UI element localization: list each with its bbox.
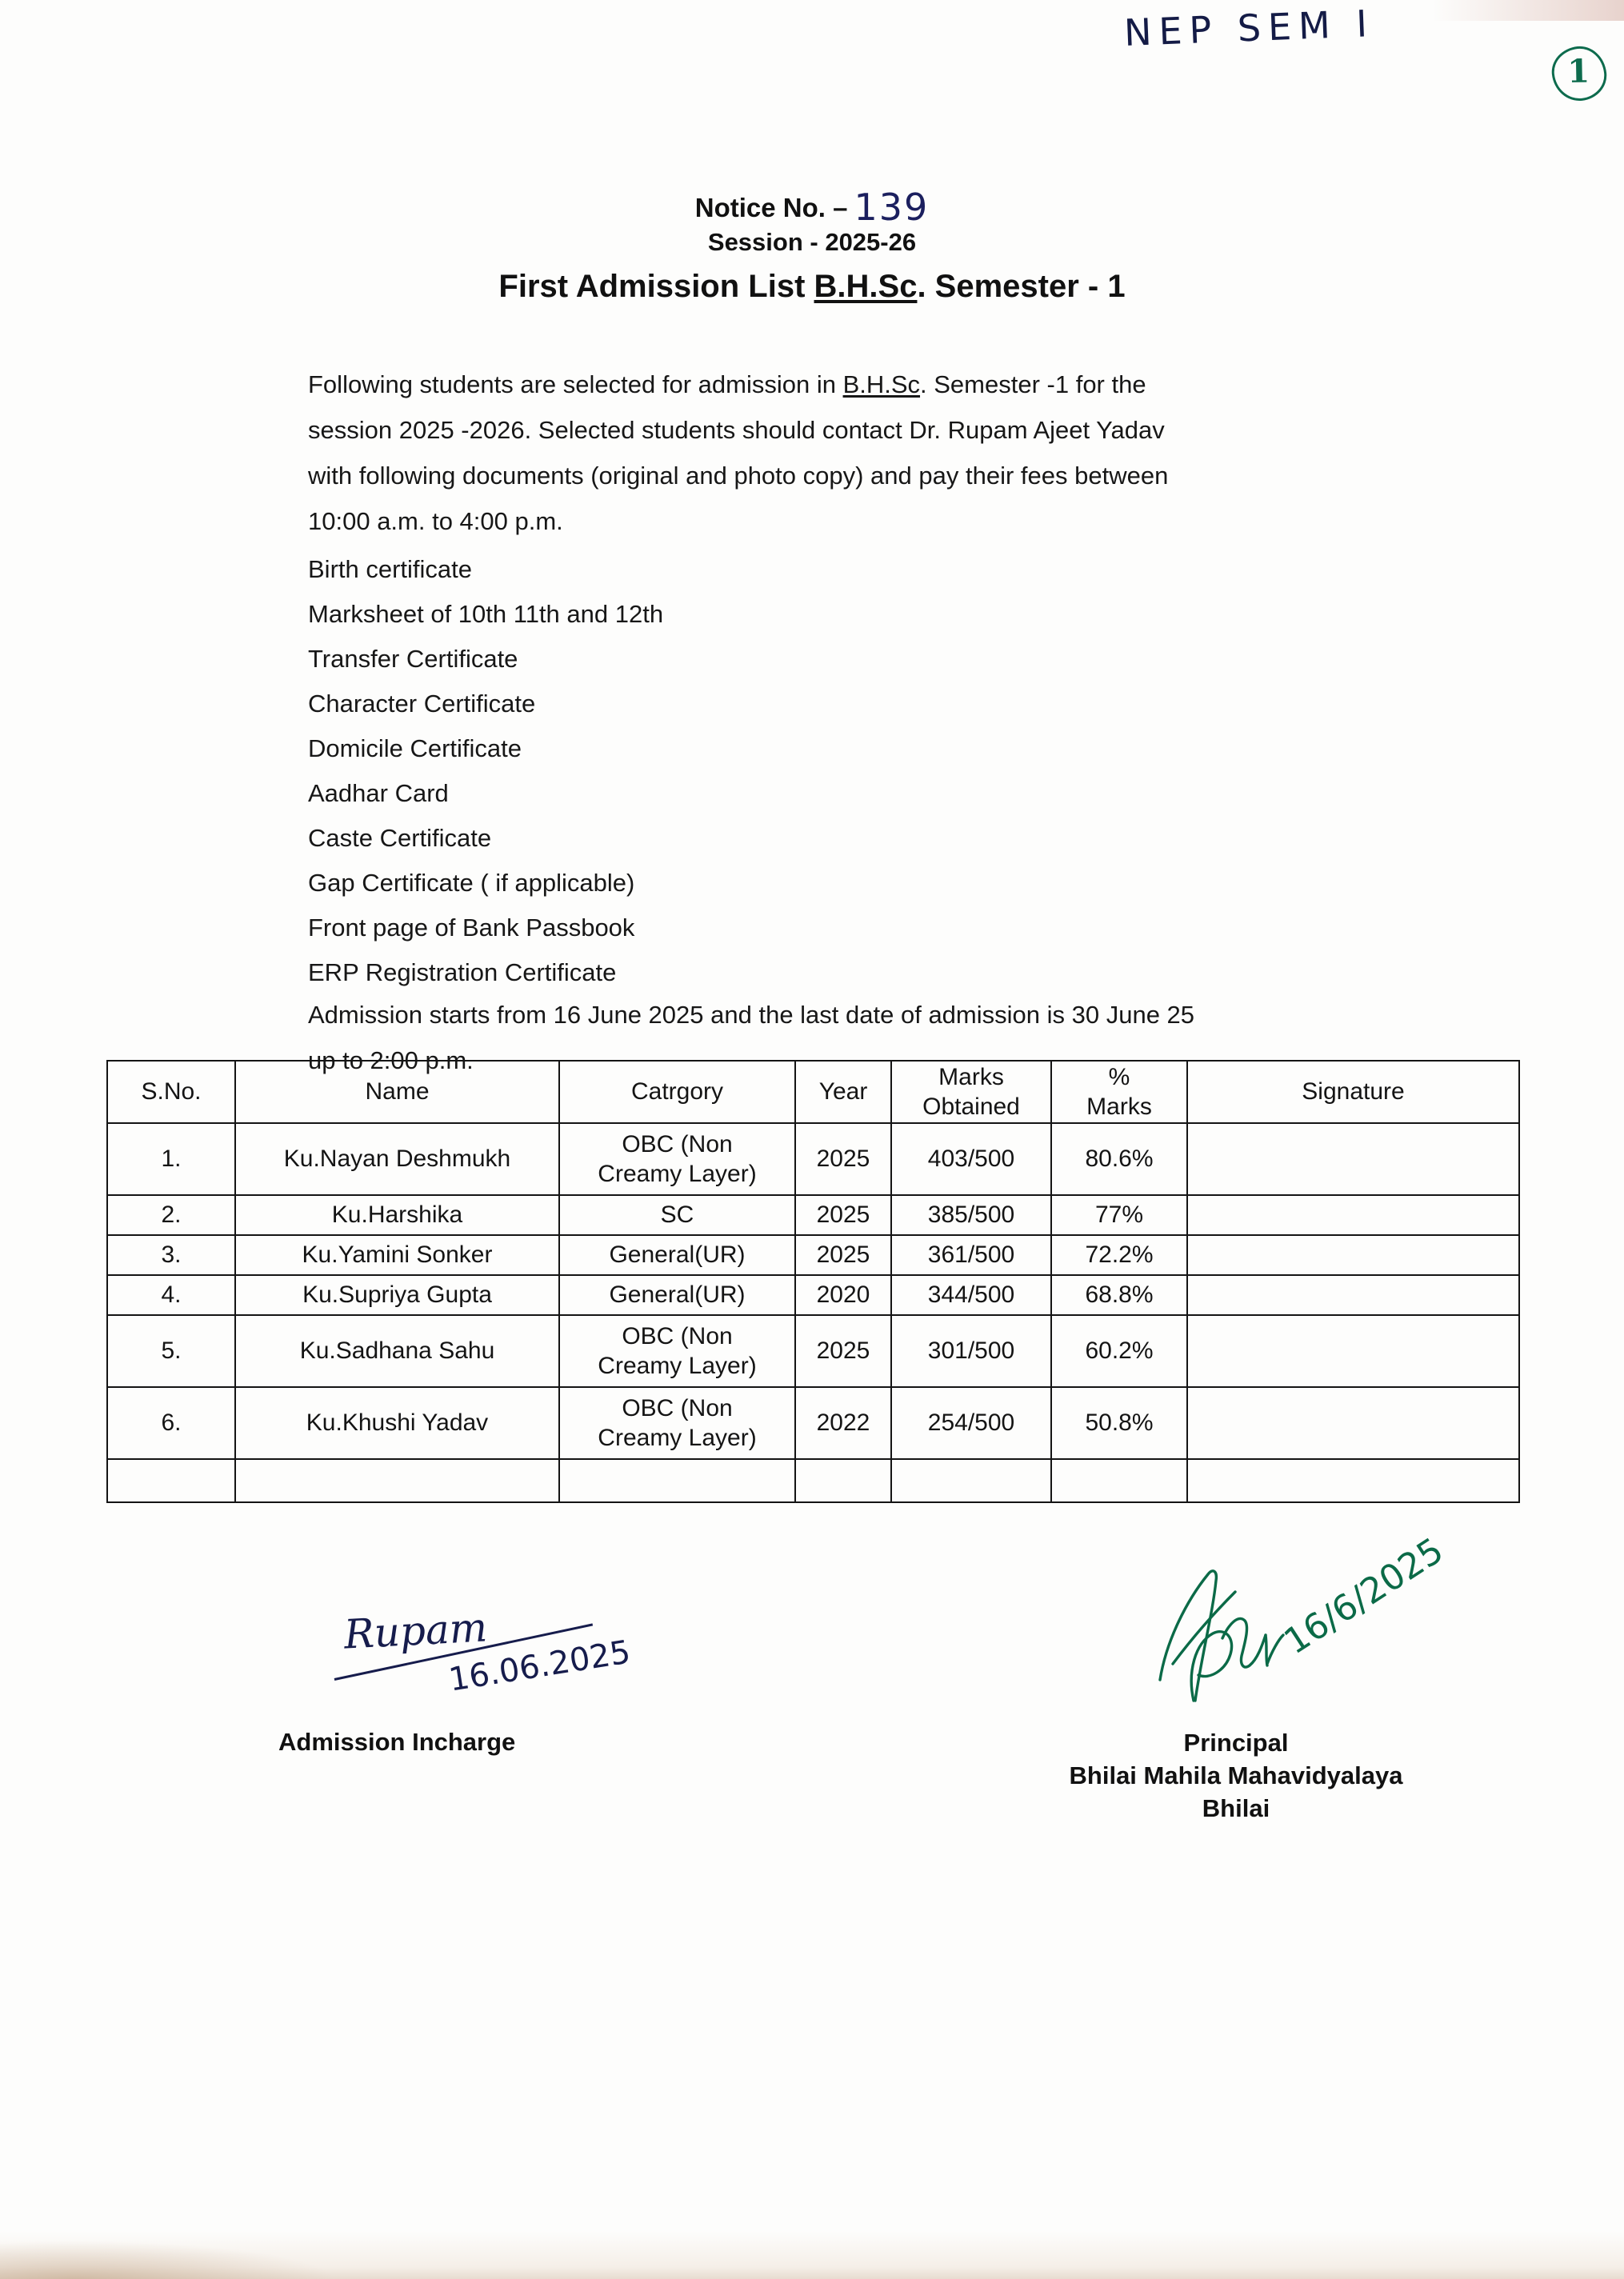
cell-name: Ku.Supriya Gupta	[235, 1275, 559, 1315]
admission-incharge-label: Admission Incharge	[278, 1728, 516, 1756]
cell-name: Ku.Nayan Deshmukh	[235, 1123, 559, 1195]
cell-signature	[1187, 1315, 1519, 1387]
cell-sno: 6.	[107, 1387, 235, 1459]
cell-pct: 77%	[1051, 1195, 1187, 1235]
institution-name: Bhilai Mahila Mahavidyalaya	[1069, 1761, 1403, 1789]
list-item: Gap Certificate ( if applicable)	[308, 869, 635, 897]
principal-label: Principal	[1183, 1729, 1289, 1757]
list-item: Marksheet of 10th 11th and 12th	[308, 600, 664, 628]
scan-edge-shadow-bottom	[0, 2231, 1624, 2279]
admission-list-table-wrapper	[106, 1060, 1518, 1503]
intro-part-2: . Semester -1 for the session 2025 -2026. Selected students should contact Dr. Rupam Ajeet Yadav with following documents (original and photo copy) and pay their fees between 10:00 a.m. to 4:00 p.m.	[308, 370, 1169, 535]
notice-number-label: Notice No. –	[694, 193, 848, 222]
cell-year: 2025	[795, 1315, 891, 1387]
table-row	[107, 1275, 1519, 1315]
cell-sno: 2.	[107, 1195, 235, 1235]
admission-incharge-handwritten-signature: Rupam	[342, 1604, 489, 1658]
list-item: ERP Registration Certificate	[308, 958, 617, 986]
column-header-year: Year	[795, 1061, 891, 1123]
table-row	[107, 1459, 1519, 1502]
intro-paragraph	[308, 362, 1192, 544]
cell-sno: 1.	[107, 1123, 235, 1195]
cell-category: SC	[559, 1195, 795, 1235]
intro-paragraph-text	[308, 362, 1192, 544]
cell-year: 2022	[795, 1387, 891, 1459]
list-item: Aadhar Card	[308, 779, 449, 807]
cell-pct: 72.2%	[1051, 1235, 1187, 1275]
list-item: Character Certificate	[308, 690, 536, 718]
category-line-2: Creamy Layer)	[598, 1161, 757, 1187]
circled-number-value: 1	[1566, 52, 1590, 90]
cell-name: Ku.Sadhana Sahu	[235, 1315, 559, 1387]
cell-year: 2020	[795, 1275, 891, 1315]
pct-marks-line-1: %	[1108, 1064, 1130, 1090]
cell-pct	[1051, 1459, 1187, 1502]
scan-edge-tint-top-right	[1432, 0, 1624, 21]
category-line-1: OBC (Non	[622, 1395, 733, 1421]
cell-marks: 361/500	[891, 1235, 1051, 1275]
cell-sno: 5.	[107, 1315, 235, 1387]
title-prefix: First Admission List	[498, 269, 814, 304]
institution-city: Bhilai	[1202, 1794, 1270, 1822]
column-header-sno: S.No.	[107, 1061, 235, 1123]
list-item: Domicile Certificate	[308, 734, 522, 762]
cell-signature	[1187, 1235, 1519, 1275]
notice-number-line	[0, 182, 1624, 229]
category-line-2: Creamy Layer)	[598, 1425, 757, 1451]
admission-list-table	[106, 1060, 1520, 1503]
marks-obtained-line-1: Marks	[938, 1064, 1004, 1090]
column-header-name: Name	[235, 1061, 559, 1123]
cell-marks: 344/500	[891, 1275, 1051, 1315]
table-row	[107, 1387, 1519, 1459]
cell-year	[795, 1459, 891, 1502]
cell-pct: 68.8%	[1051, 1275, 1187, 1315]
table-row	[107, 1235, 1519, 1275]
list-item: Birth certificate	[308, 555, 473, 583]
handwritten-circled-page-number	[1550, 44, 1610, 104]
cell-pct: 60.2%	[1051, 1315, 1187, 1387]
cell-category	[559, 1315, 795, 1387]
cell-name: Ku.Yamini Sonker	[235, 1235, 559, 1275]
required-documents-list	[308, 547, 1228, 995]
cell-category: General(UR)	[559, 1235, 795, 1275]
title-course: B.H.Sc	[814, 269, 918, 304]
cell-name: Ku.Khushi Yadav	[235, 1387, 559, 1459]
cell-marks: 254/500	[891, 1387, 1051, 1459]
cell-sno: 3.	[107, 1235, 235, 1275]
cell-year: 2025	[795, 1123, 891, 1195]
session-line: Session - 2025-26	[707, 228, 917, 256]
category-line-1: OBC (Non	[622, 1323, 733, 1349]
scan-smudge-bottom-left	[0, 2241, 336, 2279]
principal-handwritten-date: 16/6/2025	[1277, 1529, 1451, 1663]
cell-marks: 301/500	[891, 1315, 1051, 1387]
handwritten-nep-sem-annotation: NEP SEM I	[1123, 2, 1375, 54]
intro-part-1: Following students are selected for admission in	[308, 370, 843, 398]
cell-signature	[1187, 1195, 1519, 1235]
category-line-1: OBC (Non	[622, 1131, 733, 1157]
list-item: Caste Certificate	[308, 824, 492, 852]
principal-signature-block	[980, 1726, 1492, 1825]
table-row	[107, 1315, 1519, 1387]
list-item: Transfer Certificate	[308, 645, 518, 673]
column-header-signature: Signature	[1187, 1061, 1519, 1123]
page-title	[0, 269, 1624, 305]
cell-category: General(UR)	[559, 1275, 795, 1315]
marks-obtained-line-2: Obtained	[922, 1094, 1020, 1120]
cell-year: 2025	[795, 1235, 891, 1275]
column-header-marks-obtained	[891, 1061, 1051, 1123]
cell-sno	[107, 1459, 235, 1502]
cell-signature	[1187, 1387, 1519, 1459]
table-row	[107, 1195, 1519, 1235]
handwritten-notice-number: 139	[854, 186, 930, 229]
cell-category	[559, 1123, 795, 1195]
cell-category	[559, 1459, 795, 1502]
cell-signature	[1187, 1123, 1519, 1195]
table-header-row	[107, 1061, 1519, 1123]
table-row	[107, 1123, 1519, 1195]
cell-signature	[1187, 1275, 1519, 1315]
cell-sno: 4.	[107, 1275, 235, 1315]
cell-name: Ku.Harshika	[235, 1195, 559, 1235]
cell-category	[559, 1387, 795, 1459]
admission-incharge-handwritten-date: 16.06.2025	[446, 1633, 634, 1699]
column-header-pct-marks	[1051, 1061, 1187, 1123]
cell-pct: 80.6%	[1051, 1123, 1187, 1195]
title-suffix: . Semester - 1	[917, 269, 1126, 304]
cell-marks	[891, 1459, 1051, 1502]
admission-dates-paragraph: Admission starts from 16 June 2025 and the last date of admission is 30 June 25 up to 2:00 p.m.	[308, 1001, 1195, 1074]
category-line-2: Creamy Layer)	[598, 1353, 757, 1379]
cell-signature	[1187, 1459, 1519, 1502]
cell-marks: 403/500	[891, 1123, 1051, 1195]
cell-year: 2025	[795, 1195, 891, 1235]
cell-marks: 385/500	[891, 1195, 1051, 1235]
list-item: Front page of Bank Passbook	[308, 914, 635, 942]
intro-course: B.H.Sc	[842, 370, 921, 398]
pct-marks-line-2: Marks	[1086, 1094, 1152, 1120]
cell-pct: 50.8%	[1051, 1387, 1187, 1459]
cell-name	[235, 1459, 559, 1502]
column-header-category: Catrgory	[559, 1061, 795, 1123]
